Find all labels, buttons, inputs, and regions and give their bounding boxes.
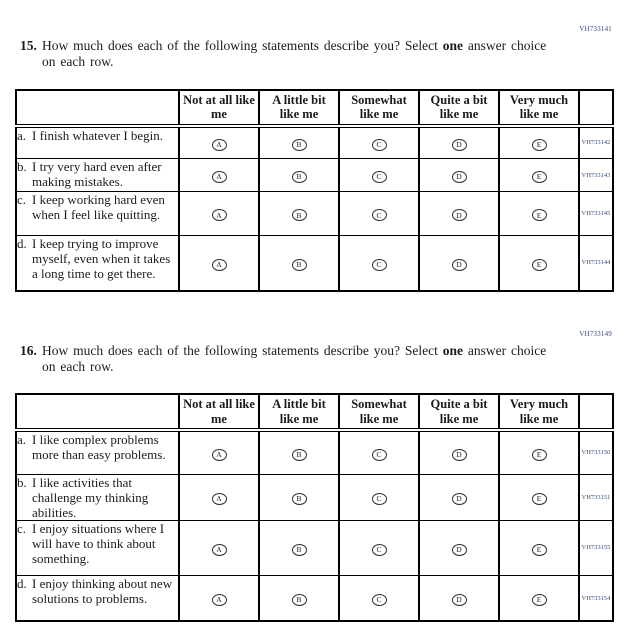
question-text-bold: one [442,38,464,53]
question-text-before: How much does each of the following statements describe you? Select [42,342,443,358]
option-cell [499,430,579,474]
option-cell [339,192,419,236]
option-cell [179,575,259,621]
option-cell [419,474,499,520]
question-15 [20,38,555,70]
column-header-quite-a-bit: Quite a bit like me [419,90,499,126]
row-code: VH733150 [579,430,613,474]
column-header-somewhat: Somewhat like me [339,90,419,126]
statement-cell [16,159,179,192]
bubble-option-e[interactable]: E [532,139,547,151]
question-text [42,38,555,70]
row-letter: d. [17,575,27,591]
statement-text: I like activities that challenge my thinking abilities. [32,474,149,520]
option-cell [179,192,259,236]
bubble-option-b[interactable]: B [292,259,307,271]
bubble-option-b[interactable]: B [292,209,307,221]
bubble-option-c[interactable]: C [372,171,387,183]
question-16 [20,343,555,375]
question-text-before: How much does each of the following statements describe you? Select [42,38,443,53]
statement-text: I keep working hard even when I feel like quitting. [32,192,165,223]
statement-cell [16,430,179,474]
row-letter: c. [17,520,27,536]
option-cell [259,159,339,192]
question-code: VH733149 [579,329,612,338]
column-header-a-little-bit: A little bit like me [259,90,339,126]
option-cell [259,575,339,621]
option-cell [499,520,579,575]
column-header-very-much: Very much like me [499,90,579,126]
statement-cell [16,192,179,236]
option-cell [259,192,339,236]
bubble-option-c[interactable]: C [372,544,387,556]
response-table-16 [15,393,614,622]
bubble-option-d[interactable]: D [452,171,467,183]
statement-text: I try very hard even after making mistakes. [32,159,162,190]
table-row [16,192,613,236]
code-column-header [579,394,613,430]
column-header-quite-a-bit: Quite a bit like me [419,394,499,430]
option-cell [499,126,579,159]
statement-text: I finish whatever I begin. [32,127,164,143]
option-cell [339,520,419,575]
question-number: 15. [20,38,37,53]
table-row [16,236,613,291]
bubble-option-d[interactable]: D [452,493,467,505]
option-cell [419,192,499,236]
bubble-option-d[interactable]: D [452,449,467,461]
statement-cell [16,236,179,291]
bubble-option-a[interactable]: A [212,493,227,505]
bubble-option-c[interactable]: C [372,449,387,461]
option-cell [179,474,259,520]
bubble-option-b[interactable]: B [292,171,307,183]
option-cell [179,159,259,192]
table-row [16,575,613,621]
bubble-option-d[interactable]: D [452,594,467,606]
statement-cell [16,520,179,575]
bubble-option-e[interactable]: E [532,259,547,271]
header-row [16,90,613,126]
table-row [16,430,613,474]
statement-cell [16,575,179,621]
question-code: VH733141 [579,25,612,33]
row-letter: c. [17,192,27,208]
bubble-option-c[interactable]: C [372,594,387,606]
bubble-option-e[interactable]: E [532,544,547,556]
option-cell [339,126,419,159]
row-code: VH733151 [579,474,613,520]
row-code: VH733143 [579,159,613,192]
column-header-not-at-all: Not at all like me [179,394,259,430]
option-cell [499,474,579,520]
bubble-option-b[interactable]: B [292,493,307,505]
option-cell [419,430,499,474]
bubble-option-d[interactable]: D [452,544,467,556]
option-cell [259,474,339,520]
response-table-15 [15,89,614,292]
option-cell [339,236,419,291]
bubble-option-d[interactable]: D [452,139,467,151]
option-cell [419,159,499,192]
option-cell [419,236,499,291]
bubble-option-b[interactable]: B [292,449,307,461]
row-code: VH733142 [579,126,613,159]
column-header-not-at-all: Not at all like me [179,90,259,126]
option-cell [499,236,579,291]
option-cell [419,520,499,575]
row-letter: b. [17,159,27,175]
bubble-option-a[interactable]: A [212,171,227,183]
row-letter: a. [17,432,27,448]
bubble-option-e[interactable]: E [532,171,547,183]
table-row [16,520,613,575]
question-text-after: answer choice on each row. [42,38,547,69]
option-cell [179,126,259,159]
table-row [16,474,613,520]
option-cell [259,430,339,474]
statement-column-header [16,394,179,430]
statement-cell [16,474,179,520]
bubble-option-c[interactable]: C [372,259,387,271]
bubble-option-c[interactable]: C [372,209,387,221]
option-cell [259,520,339,575]
code-column-header [579,90,613,126]
column-header-a-little-bit: A little bit like me [259,394,339,430]
bubble-option-b[interactable]: B [292,139,307,151]
bubble-option-b[interactable]: B [292,544,307,556]
option-cell [259,236,339,291]
bubble-option-a[interactable]: A [212,259,227,271]
question-number: 16. [20,342,37,358]
bubble-option-a[interactable]: A [212,449,227,461]
bubble-option-a[interactable]: A [212,594,227,606]
statement-cell [16,126,179,159]
statement-text: I enjoy situations where I will have to think about something. [32,520,165,567]
option-cell [499,575,579,621]
bubble-option-e[interactable]: E [532,209,547,221]
column-header-very-much: Very much like me [499,394,579,430]
option-cell [179,520,259,575]
option-cell [419,126,499,159]
table-row [16,126,613,159]
option-cell [419,575,499,621]
bubble-option-c[interactable]: C [372,139,387,151]
bubble-option-d[interactable]: D [452,259,467,271]
bubble-option-a[interactable]: A [212,209,227,221]
option-cell [339,430,419,474]
option-cell [259,126,339,159]
question-text-bold: one [442,342,464,358]
bubble-option-d[interactable]: D [452,209,467,221]
bubble-option-c[interactable]: C [372,493,387,505]
statement-text: I like complex problems more than easy problems. [32,432,166,463]
header-row [16,394,613,430]
bubble-option-e[interactable]: E [532,493,547,505]
question-text [42,343,555,375]
question-text-after: answer choice on each row. [42,342,547,374]
row-code: VH733155 [579,520,613,575]
statement-text: I keep trying to improve myself, even when it takes a long time to get there. [32,236,171,282]
row-code: VH733154 [579,575,613,621]
row-code: VH733144 [579,236,613,291]
option-cell [339,474,419,520]
column-header-somewhat: Somewhat like me [339,394,419,430]
statement-text: I enjoy thinking about new solutions to problems. [32,575,173,606]
option-cell [499,159,579,192]
table-row [16,159,613,192]
row-letter: a. [17,127,27,143]
bubble-option-b[interactable]: B [292,594,307,606]
bubble-option-a[interactable]: A [212,544,227,556]
bubble-option-a[interactable]: A [212,139,227,151]
option-cell [179,236,259,291]
statement-column-header [16,90,179,126]
bubble-option-e[interactable]: E [532,449,547,461]
row-code: VH733145 [579,192,613,236]
bubble-option-e[interactable]: E [532,594,547,606]
row-letter: b. [17,474,27,490]
option-cell [339,159,419,192]
row-letter: d. [17,236,27,252]
option-cell [339,575,419,621]
option-cell [499,192,579,236]
option-cell [179,430,259,474]
